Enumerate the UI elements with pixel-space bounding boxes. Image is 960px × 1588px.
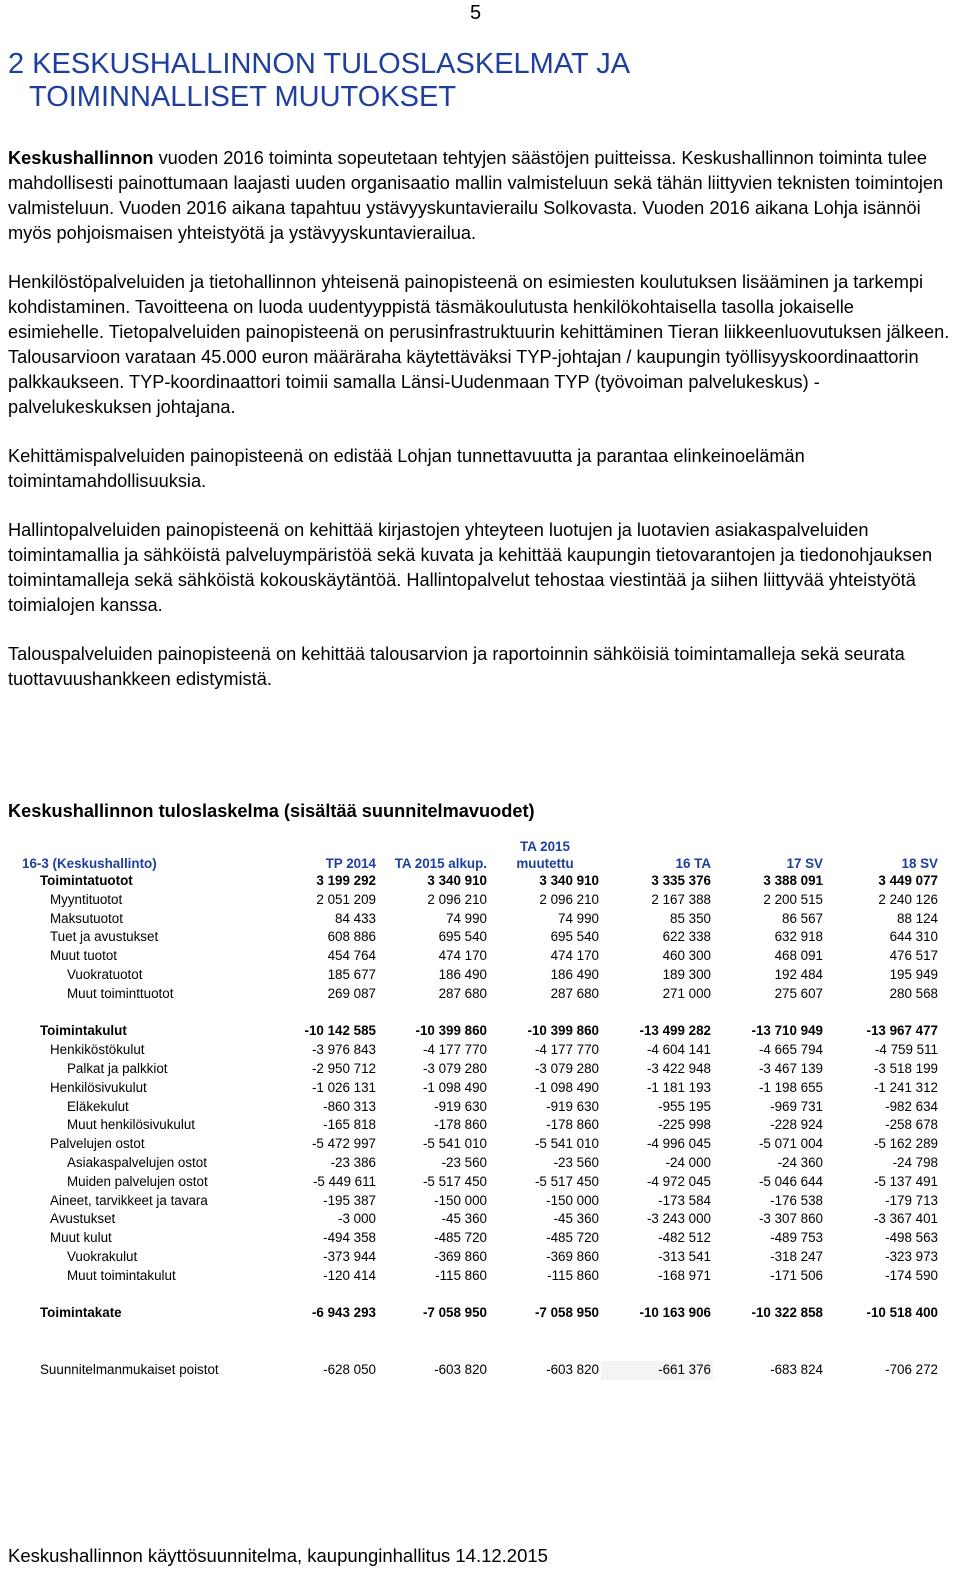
row-value: -115 860: [547, 1267, 599, 1283]
table-row: [20, 891, 940, 910]
paragraph-5: Talouspalveluiden painopisteenä on kehittää talousarvion ja raportoinnin sähköisiä toimintamalleja sekä seurata tuottavuushankkeen edistymistä.: [8, 644, 905, 689]
row-value: -5 541 010: [422, 1136, 487, 1152]
row-value: -5 137 491: [873, 1173, 938, 1189]
row-value: 185 677: [327, 966, 376, 982]
row-value: -2 950 712: [311, 1060, 376, 1076]
row-value: -7 058 950: [534, 1305, 599, 1321]
row-value: -485 720: [434, 1230, 487, 1246]
table-row: [20, 947, 940, 966]
row-value: -5 071 004: [758, 1136, 823, 1152]
row-label: Toimintakate: [40, 1305, 122, 1321]
row-value: 454 764: [327, 948, 376, 964]
row-label: Toimintakulut: [40, 1023, 127, 1039]
header-label: 16-3 (Keskushallinto): [22, 856, 157, 871]
row-value: 695 540: [438, 929, 487, 945]
table-row: [20, 1361, 940, 1380]
row-value: 3 340 910: [539, 873, 599, 888]
row-value: -373 944: [323, 1248, 376, 1264]
heading-line-2: TOIMINNALLISET MUUTOKSET: [29, 81, 457, 113]
row-value: -313 541: [658, 1248, 711, 1264]
row-value: 468 091: [774, 948, 823, 964]
row-value: -485 720: [546, 1230, 599, 1246]
row-value: -5 472 997: [311, 1136, 376, 1152]
body-text: [8, 146, 952, 716]
header-ta2015m-line2: muutettu: [516, 856, 574, 871]
row-value: -1 098 490: [422, 1079, 487, 1095]
row-value: -4 996 045: [646, 1136, 711, 1152]
row-value: 189 300: [662, 966, 711, 982]
row-value: -174 590: [885, 1267, 938, 1283]
page-number: 5: [470, 2, 482, 24]
table-body: [20, 872, 940, 1380]
table-row: [20, 1041, 940, 1060]
table-row: [20, 1248, 940, 1267]
row-value: 192 484: [774, 966, 823, 982]
spacer-row: [20, 1286, 940, 1305]
table-row: [20, 1022, 940, 1041]
row-value: 287 680: [438, 985, 487, 1001]
row-value: 608 886: [327, 929, 376, 945]
row-value: -178 860: [434, 1117, 487, 1133]
row-value: -179 713: [885, 1192, 938, 1208]
table-row: [20, 985, 940, 1004]
row-label: Asiakaspalvelujen ostot: [67, 1154, 207, 1170]
row-value: -10 322 858: [751, 1305, 823, 1321]
section-heading: [8, 48, 908, 114]
row-value: -683 824: [770, 1361, 823, 1377]
paragraph-1: [8, 146, 952, 246]
row-value: -969 731: [770, 1098, 823, 1114]
table-row: [20, 1154, 940, 1173]
row-value: -628 050: [323, 1361, 376, 1377]
row-value: -603 820: [434, 1361, 487, 1377]
row-value: 3 199 292: [316, 873, 376, 888]
row-value: -13 967 477: [866, 1023, 938, 1039]
header-ta2015-muutettu: [489, 838, 601, 872]
row-value: 74 990: [446, 910, 487, 926]
row-value: 632 918: [774, 929, 823, 945]
row-value: -5 046 644: [758, 1173, 823, 1189]
row-value: -228 924: [770, 1117, 823, 1133]
page-footer: Keskushallinnon käyttösuunnitelma, kaupunginhallitus 14.12.2015: [8, 1545, 548, 1566]
row-value: -3 079 280: [422, 1060, 487, 1076]
row-value: -1 098 490: [534, 1079, 599, 1095]
row-label: Muut toimintakulut: [67, 1267, 176, 1283]
row-label: Myyntituotot: [50, 891, 123, 907]
row-value: 476 517: [889, 948, 938, 964]
table-row: [20, 872, 940, 891]
row-value: -23 560: [553, 1154, 599, 1170]
row-value: 287 680: [550, 985, 599, 1001]
table-row: [20, 1135, 940, 1154]
row-value: 280 568: [889, 985, 938, 1001]
row-label: Palkat ja palkkiot: [67, 1060, 168, 1076]
row-value: -860 313: [323, 1098, 376, 1114]
row-value: -498 563: [885, 1230, 938, 1246]
row-value: -3 422 948: [646, 1060, 711, 1076]
row-value: -3 367 401: [873, 1211, 938, 1227]
row-value: -3 976 843: [311, 1042, 376, 1058]
row-value: -5 541 010: [534, 1136, 599, 1152]
row-value: 271 000: [662, 985, 711, 1001]
row-value: -165 818: [323, 1117, 376, 1133]
row-value: -7 058 950: [422, 1305, 487, 1321]
row-label: Suunnitelmanmukaiset poistot: [40, 1361, 219, 1377]
paragraph-1-text: vuoden 2016 toiminta sopeutetaan tehtyjen säästöjen puitteissa. Keskushallinnon toiminta tulee mahdollisesti painottumaan laajasti uuden organisaatio mallin valmisteluun sekä tähän liittyvien teknisten toimintojen valmisteluun. Vuoden 2016 aikana tapahtuu ystävyyskuntavierailu Solkovasta. Vuoden 2016 aikana Lohja isännöi myös pohjoismaisen yhteistyötä ja ystävyyskuntavierailua.: [8, 148, 944, 243]
row-value: -45 360: [441, 1211, 487, 1227]
row-value: -603 820: [546, 1361, 599, 1377]
row-value: 85 350: [670, 910, 711, 926]
row-value: -661 376: [601, 1361, 713, 1380]
row-value: -4 604 141: [646, 1042, 711, 1058]
row-label: Palvelujen ostot: [50, 1136, 145, 1152]
table-row: [20, 910, 940, 929]
row-value: 84 433: [335, 910, 376, 926]
paragraph-4: Hallintopalveluiden painopisteenä on kehittää kirjastojen yhteyteen luotujen ja luotavien asiakaspalveluiden toimintamallia ja sähköistä palveluympäristöä sekä kuvata ja kehittää kaupungin tietovarantojen ja tiedonohjauksen toimintamalleja sekä sähköistä kokouskäytäntöä. Hallintopalvelut tehostaa viestintää ja siihen liittyvää yhteistyötä toimialojen kanssa.: [8, 520, 933, 615]
row-value: -13 499 282: [639, 1023, 711, 1039]
table-row: [20, 1173, 940, 1192]
row-value: -6 943 293: [311, 1305, 376, 1321]
table-row: [20, 1304, 940, 1323]
row-value: -1 181 193: [646, 1079, 711, 1095]
row-value: -5 162 289: [873, 1136, 938, 1152]
row-value: -150 000: [546, 1192, 599, 1208]
row-label: Muut henkilösivukulut: [67, 1117, 196, 1133]
row-value: -4 177 770: [422, 1042, 487, 1058]
row-value: -178 860: [546, 1117, 599, 1133]
row-label: Avustukset: [50, 1211, 116, 1227]
table-row: [20, 1267, 940, 1286]
row-value: -982 634: [885, 1098, 938, 1114]
row-value: -482 512: [658, 1230, 711, 1246]
table-row: [20, 1098, 940, 1117]
row-label: Henkiköstökulut: [50, 1042, 145, 1058]
heading-line-1: 2 KESKUSHALLINNON TULOSLASKELMAT JA: [8, 48, 631, 80]
row-label: Aineet, tarvikkeet ja tavara: [50, 1192, 208, 1208]
income-statement-table: [20, 838, 940, 1380]
table-row: [20, 1229, 940, 1248]
row-value: -115 860: [435, 1267, 487, 1283]
row-value: -168 971: [658, 1267, 711, 1283]
row-value: 86 567: [782, 910, 823, 926]
row-label: Maksutuotot: [50, 910, 123, 926]
row-value: -1 026 131: [311, 1079, 376, 1095]
row-value: -3 000: [338, 1211, 376, 1227]
row-value: 695 540: [550, 929, 599, 945]
header-17sv: 17 SV: [786, 856, 823, 871]
row-value: -3 079 280: [534, 1060, 599, 1076]
row-value: -4 177 770: [534, 1042, 599, 1058]
header-16ta: 16 TA: [675, 856, 711, 871]
table-header-row: [20, 838, 940, 872]
row-label: Muut tuotot: [50, 948, 117, 964]
row-value: -323 973: [885, 1248, 938, 1264]
row-value: -150 000: [434, 1192, 487, 1208]
row-value: -919 630: [546, 1098, 599, 1114]
row-value: 644 310: [889, 929, 938, 945]
row-value: -706 272: [885, 1361, 938, 1377]
row-value: -176 538: [770, 1192, 823, 1208]
header-ta2015: TA 2015 alkup.: [394, 856, 487, 871]
row-label: Muut toiminttuotot: [67, 985, 174, 1001]
row-value: -24 360: [777, 1154, 823, 1170]
row-value: -23 560: [441, 1154, 487, 1170]
row-label: Toimintatuotot: [40, 873, 133, 888]
table-row: [20, 928, 940, 947]
row-value: 3 340 910: [427, 873, 487, 888]
row-value: -1 241 312: [873, 1079, 938, 1095]
row-value: -3 467 139: [758, 1060, 823, 1076]
table-row: [20, 1116, 940, 1135]
row-value: -258 678: [885, 1117, 938, 1133]
row-value: 2 240 126: [878, 891, 938, 907]
header-ta2015m-line1: TA 2015: [520, 839, 570, 854]
row-value: -10 142 585: [304, 1023, 376, 1039]
row-value: 3 335 376: [651, 873, 711, 888]
row-value: -3 243 000: [646, 1211, 711, 1227]
row-value: -955 195: [658, 1098, 711, 1114]
row-value: -3 518 199: [873, 1060, 938, 1076]
row-value: 3 449 077: [878, 873, 938, 888]
paragraph-2: Henkilöstöpalveluiden ja tietohallinnon yhteisenä painopisteenä on esimiesten koulutuksen lisääminen ja tarkempi kohdistaminen. Tavoitteena on luoda uudentyyppistä täsmäkoulutusta henkilökohtaisella tasolla jokaiselle esimiehelle. Tietopalveluiden painopisteenä on perusinfrastruktuurin kehittäminen Tieran liikkeenluovutuksen jälkeen.: [8, 272, 950, 342]
spacer-row: [20, 1323, 940, 1361]
row-value: -489 753: [770, 1230, 823, 1246]
row-value: -10 163 906: [639, 1305, 711, 1321]
row-label: Vuokratuotot: [67, 966, 143, 982]
row-value: -1 198 655: [758, 1079, 823, 1095]
spacer-row: [20, 1004, 940, 1023]
row-value: -173 584: [658, 1192, 711, 1208]
row-value: 88 124: [897, 910, 938, 926]
row-value: 2 200 515: [763, 891, 823, 907]
row-value: 74 990: [558, 910, 599, 926]
row-value: 3 388 091: [763, 873, 823, 888]
row-value: -120 414: [323, 1267, 376, 1283]
row-value: -225 998: [658, 1117, 711, 1133]
row-value: -24 000: [665, 1154, 711, 1170]
header-tp2014: TP 2014: [325, 856, 376, 871]
row-value: -10 399 860: [415, 1023, 487, 1039]
paragraph-3: Kehittämispalveluiden painopisteenä on edistää Lohjan tunnettavuutta ja parantaa elinkeinoelämän toimintamahdollisuuksia.: [8, 446, 805, 491]
row-value: 622 338: [662, 929, 711, 945]
row-label: Muiden palvelujen ostot: [67, 1173, 208, 1189]
row-value: 2 096 210: [427, 891, 487, 907]
paragraph-2b: Talousarvioon varataan 45.000 euron määräraha käytettäväksi TYP-johtajan / kaupungin työllisyyskoordinaattorin palkkaukseen. TYP-koordinaattori toimii samalla Länsi-Uudenmaan TYP (työvoiman palvelukeskus) -palvelukeskuksen johtajana.: [8, 347, 919, 417]
header-18sv: 18 SV: [901, 856, 938, 871]
row-label: Henkilösivukulut: [50, 1079, 147, 1095]
row-label: Vuokrakulut: [67, 1248, 138, 1264]
table-row: [20, 966, 940, 985]
paragraph-1-bold: Keskushallinnon: [8, 148, 154, 168]
row-value: -919 630: [434, 1098, 487, 1114]
row-value: -4 759 511: [874, 1042, 938, 1058]
table-row: [20, 1079, 940, 1098]
row-value: -369 860: [434, 1248, 487, 1264]
row-value: -10 399 860: [527, 1023, 599, 1039]
row-value: -195 387: [323, 1192, 376, 1208]
row-value: 186 490: [550, 966, 599, 982]
table-row: [20, 1210, 940, 1229]
row-value: -5 517 450: [422, 1173, 487, 1189]
row-value: 195 949: [889, 966, 938, 982]
row-value: 474 170: [550, 948, 599, 964]
row-value: -5 517 450: [534, 1173, 599, 1189]
row-value: -4 972 045: [646, 1173, 711, 1189]
row-value: -171 506: [770, 1267, 823, 1283]
row-value: -4 665 794: [758, 1042, 823, 1058]
row-value: -3 307 860: [758, 1211, 823, 1227]
row-value: -318 247: [770, 1248, 823, 1264]
row-value: -24 798: [892, 1154, 938, 1170]
table-row: [20, 1060, 940, 1079]
row-value: -369 860: [546, 1248, 599, 1264]
table-row: [20, 1192, 940, 1211]
row-value: 2 096 210: [539, 891, 599, 907]
row-value: 2 051 209: [316, 891, 376, 907]
row-value: -5 449 611: [312, 1173, 376, 1189]
row-value: 460 300: [662, 948, 711, 964]
row-value: -23 386: [330, 1154, 376, 1170]
row-value: 474 170: [438, 948, 487, 964]
row-value: 2 167 388: [651, 891, 711, 907]
row-label: Eläkekulut: [67, 1098, 129, 1114]
row-value: 186 490: [438, 966, 487, 982]
row-label: Muut kulut: [50, 1230, 112, 1246]
row-value: -45 360: [553, 1211, 599, 1227]
row-value: -494 358: [323, 1230, 376, 1246]
row-value: -13 710 949: [751, 1023, 823, 1039]
row-value: 269 087: [327, 985, 376, 1001]
row-value: -10 518 400: [866, 1305, 938, 1321]
table-title: Keskushallinnon tuloslaskelma (sisältää suunnitelmavuodet): [8, 801, 535, 821]
row-value: 275 607: [774, 985, 823, 1001]
row-label: Tuet ja avustukset: [50, 929, 159, 945]
